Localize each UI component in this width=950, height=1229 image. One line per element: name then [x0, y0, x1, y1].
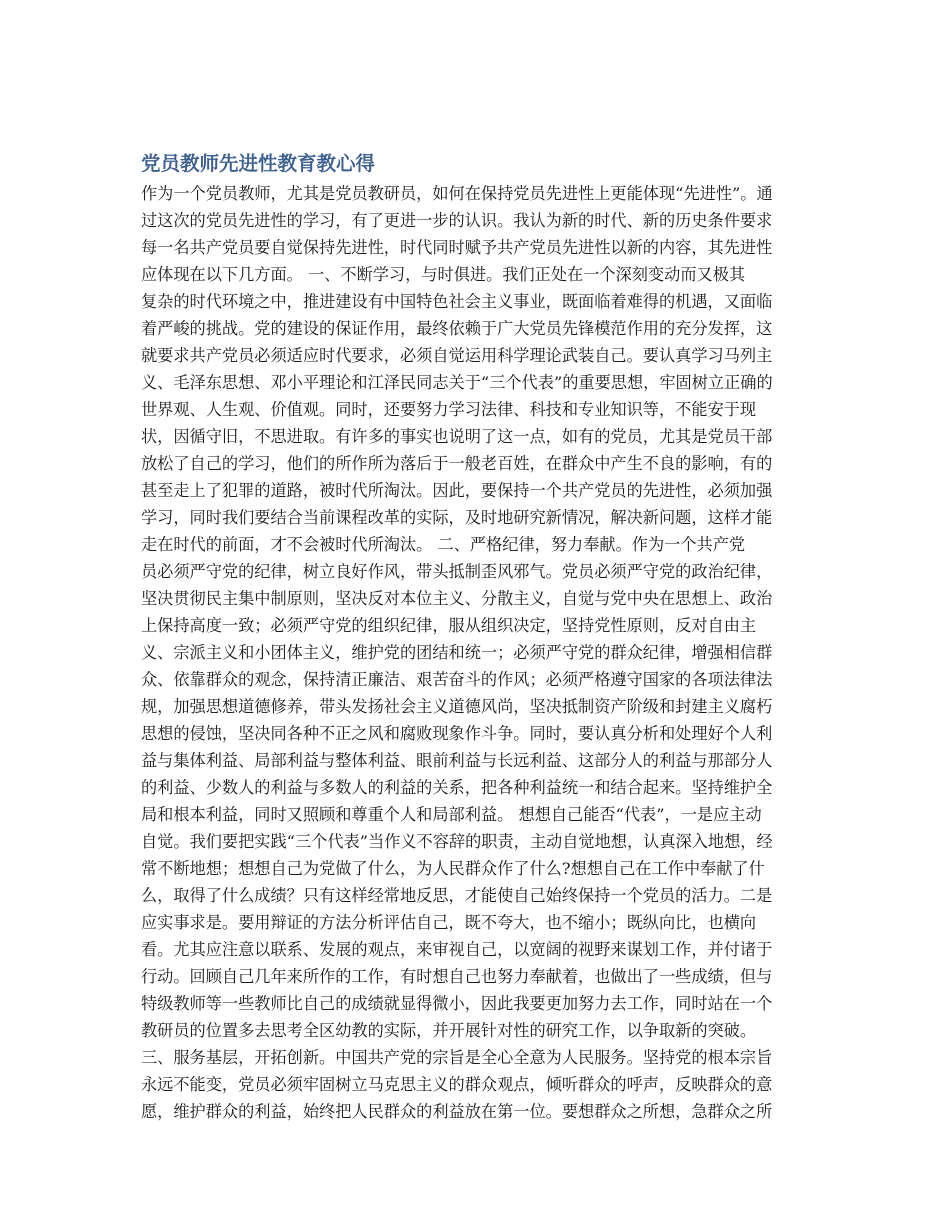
body-line: 每一名共产党员要自觉保持先进性，时代同时赋予共产党员先进性以新的内容，其先进性	[141, 238, 773, 257]
body-line: 看。尤其应注意以联系、发展的观点，来审视自己，以宽阔的视野来谋划工作，并付诸于	[141, 940, 773, 959]
body-line: 自觉。我们要把实践“三个代表”当作义不容辞的职责，主动自觉地想，认真深入地想，经	[141, 832, 773, 851]
body-line: 思想的侵蚀，坚决同各种不正之风和腐败现象作斗争。同时，要认真分析和处理好个人利	[141, 724, 773, 743]
body-line: 永远不能变，党员必须牢固树立马克思主义的群众观点，倾听群众的呼声，反映群众的意	[141, 1075, 773, 1094]
body-line: 教研员的位置多去思考全区幼教的实际，并开展针对性的研究工作，以争取新的突破。	[141, 1021, 757, 1040]
body-line: 义、宗派主义和小团体主义，维护党的团结和统一；必须严守党的群众纪律，增强相信群	[141, 643, 773, 662]
body-line: 过这次的党员先进性的学习，有了更进一步的认识。我认为新的时代、新的历史条件要求	[141, 211, 773, 230]
body-line: 复杂的时代环境之中，推进建设有中国特色社会主义事业，既面临着难得的机遇，又面临	[141, 292, 773, 311]
body-line: 行动。回顾自己几年来所作的工作，有时想自己也努力奉献着，也做出了一些成绩，但与	[141, 967, 773, 986]
body-line: 规，加强思想道德修养，带头发扬社会主义道德风尚，坚决抵制资产阶级和封建主义腐朽	[141, 697, 773, 716]
body-line: 三、服务基层，开拓创新。中国共产党的宗旨是全心全意为人民服务。坚持党的根本宗旨	[141, 1048, 773, 1067]
body-line: 么，取得了什么成绩？只有这样经常地反思，才能使自己始终保持一个党员的活力。二是	[141, 886, 773, 905]
body-line: 员必须严守党的纪律，树立良好作风，带头抵制歪风邪气。党员必须严守党的政治纪律，	[141, 562, 773, 581]
body-line: 特级教师等一些教师比自己的成绩就显得微小，因此我要更加努力去工作，同时站在一个	[141, 994, 773, 1013]
body-line: 上保持高度一致；必须严守党的组织纪律，服从组织决定，坚持党性原则，反对自由主	[141, 616, 757, 635]
document-title: 党员教师先进性教育教心得	[141, 152, 376, 175]
body-line: 放松了自己的学习，他们的所作所为落后于一般老百姓，在群众中产生不良的影响，有的	[141, 454, 773, 473]
body-line: 状，因循守旧，不思进取。有许多的事实也说明了这一点，如有的党员，尤其是党员干部	[141, 427, 773, 446]
body-line: 学习，同时我们要结合当前课程改革的实际，及时地研究新情况，解决新问题，这样才能	[141, 508, 773, 527]
body-line: 义、毛泽东思想、邓小平理论和江泽民同志关于“三个代表”的重要思想，牢固树立正确的	[141, 373, 773, 392]
body-line: 局和根本利益，同时又照顾和尊重个人和局部利益。 想想自己能否“代表”，一是应主动	[141, 805, 762, 824]
body-line: 众、依靠群众的观念，保持清正廉洁、艰苦奋斗的作风；必须严格遵守国家的各项法律法	[141, 670, 773, 689]
body-line: 着严峻的挑战。党的建设的保证作用，最终依赖于广大党员先锋模范作用的充分发挥，这	[141, 319, 773, 338]
body-line: 坚决贯彻民主集中制原则，坚决反对本位主义、分散主义，自觉与党中央在思想上、政治	[141, 589, 773, 608]
body-line: 应体现在以下几方面。 一、不断学习，与时俱进。我们正处在一个深刻变动而又极其	[141, 265, 746, 284]
body-line: 益与集体利益、局部利益与整体利益、眼前利益与长远利益、这部分人的利益与那部分人	[141, 751, 773, 770]
body-line: 走在时代的前面，才不会被时代所淘汰。 二、严格纪律，努力奉献。作为一个共产党	[141, 535, 746, 554]
body-line: 作为一个党员教师，尤其是党员教研员，如何在保持党员先进性上更能体现“先进性”。通	[141, 184, 773, 203]
body-line: 愿，维护群众的利益，始终把人民群众的利益放在第一位。要想群众之所想，急群众之所	[141, 1102, 773, 1121]
body-line: 甚至走上了犯罪的道路，被时代所淘汰。因此，要保持一个共产党员的先进性，必须加强	[141, 481, 773, 500]
body-line: 世界观、人生观、价值观。同时，还要努力学习法律、科技和专业知识等，不能安于现	[141, 400, 757, 419]
body-line: 就要求共产党员必须适应时代要求，必须自觉运用科学理论武装自己。要认真学习马列主	[141, 346, 773, 365]
body-line: 应实事求是。要用辩证的方法分析评估自己，既不夸大，也不缩小；既纵向比，也横向	[141, 913, 757, 932]
body-line: 常不断地想；想想自己为党做了什么，为人民群众作了什么?想想自己在工作中奉献了什	[141, 859, 765, 878]
body-line: 的利益、少数人的利益与多数人的利益的关系，把各种利益统一和结合起来。坚持维护全	[141, 778, 773, 797]
document-body	[141, 180, 821, 1125]
